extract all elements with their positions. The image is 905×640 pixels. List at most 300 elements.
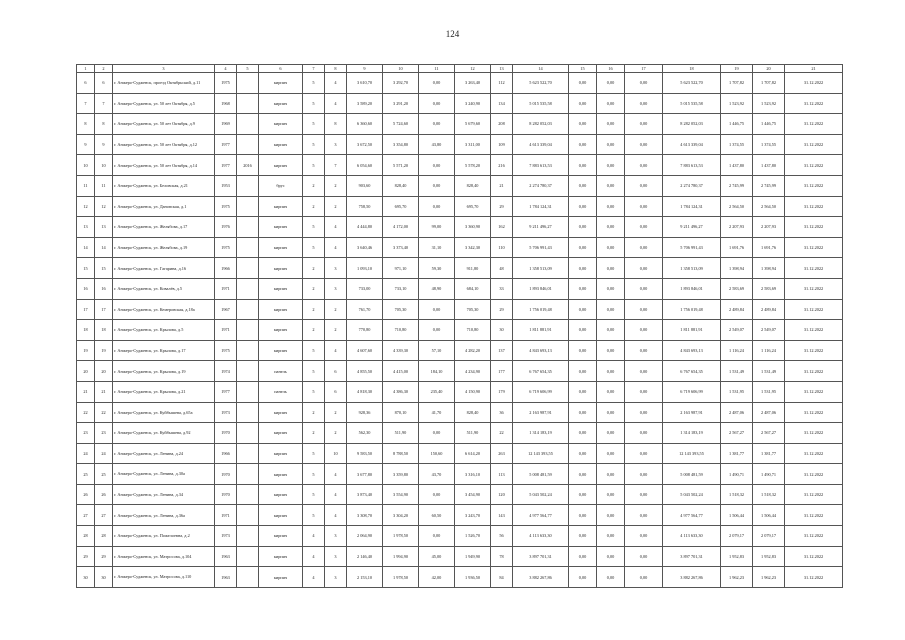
table-cell: 0,00 [597,443,625,464]
table-cell: 6 [325,361,347,382]
table-cell: 60,50 [419,505,455,526]
table-cell: 4 234,90 [455,361,491,382]
table-cell: 3 360,90 [455,217,491,238]
table-cell: 26 [77,484,95,505]
table-cell: 1 398,94 [721,258,753,279]
table-cell: кирпич [259,258,303,279]
table-cell: 903,60 [347,175,383,196]
table-cell: 0,00 [419,93,455,114]
table-cell: 1963 [215,546,237,567]
table-cell: 3 316,10 [455,464,491,485]
table-cell: 15 [77,258,95,279]
table-cell [237,93,259,114]
table-cell: 0,00 [597,155,625,176]
table-cell: 2 549,07 [721,320,753,341]
header-cell: 7 [303,65,325,73]
table-cell: 2 [325,196,347,217]
header-cell: 12 [455,65,491,73]
table-cell: 0,00 [569,93,597,114]
table-cell: 4 339,30 [383,340,419,361]
table-cell: 0,00 [625,443,663,464]
table-cell: 23 [95,423,113,444]
table-cell: 177 [491,361,513,382]
table-cell: 6 719 606,99 [663,381,721,402]
table-row [77,340,843,361]
table-cell: 4 172,00 [383,217,419,238]
table-cell: 13 [77,217,95,238]
table-cell: 33 [491,278,513,299]
table-row [77,505,843,526]
table-cell: 6 767 654,35 [513,361,569,382]
table-cell: 0,00 [597,361,625,382]
header-cell: 14 [513,65,569,73]
table-row [77,237,843,258]
table-cell: 8 282 052,03 [513,114,569,135]
table-cell: 0,00 [419,423,455,444]
table-cell: 31.12.2022 [785,155,843,176]
table-cell [237,443,259,464]
table-cell [237,567,259,588]
table-cell: 1 093,10 [347,258,383,279]
table-cell: 1970 [215,464,237,485]
table-cell: 1 314 183,19 [663,423,721,444]
address-cell: г. Анжеро-Судженск, ул. Крылова, д.17 [113,340,215,361]
table-cell: 113 [491,464,513,485]
table-cell [237,237,259,258]
table-cell: 48,90 [419,278,455,299]
table-cell: 3 [325,278,347,299]
table-cell: 0,00 [597,134,625,155]
table-cell: 2 583,69 [721,278,753,299]
table-cell: 12 143 393,55 [663,443,721,464]
table-cell: 31.12.2022 [785,320,843,341]
table-cell: 3 554,90 [383,484,419,505]
table-cell: 30 [77,567,95,588]
table-cell: кирпич [259,505,303,526]
table-cell: 2 [303,402,325,423]
address-cell: г. Анжеро-Судженск, ул. Пожелоевна, д.2 [113,526,215,547]
table-cell: 42,00 [419,567,455,588]
table-cell: 143 [491,505,513,526]
table-cell: кирпич [259,340,303,361]
table-cell: кирпич [259,464,303,485]
table-header-row [77,65,843,73]
table-cell: 1 691,76 [721,237,753,258]
table-cell: 5 724,60 [383,114,419,135]
address-cell: г. Анжеро-Судженск, ул. Желябова, д.19 [113,237,215,258]
table-cell [237,505,259,526]
table-cell: 0,00 [625,320,663,341]
table-cell: 2 [303,196,325,217]
table-cell: 705,30 [383,299,419,320]
table-cell: 4 843 693,13 [513,340,569,361]
table-cell: 0,00 [569,320,597,341]
table-cell: 3 373,40 [383,237,419,258]
header-cell: 17 [625,65,663,73]
table-cell: 1 994,90 [383,546,419,567]
table-cell: 14 [95,237,113,258]
table-cell: 5 043 502,24 [663,484,721,505]
table-cell: 2 745,99 [753,175,785,196]
table-cell: 6 [77,73,95,94]
table-cell: 1971 [215,505,237,526]
table-cell: 29 [77,546,95,567]
table-cell: 31.12.2022 [785,114,843,135]
table-cell: 710,80 [383,320,419,341]
table-cell: 3 [325,567,347,588]
table-cell: 2 274 780,37 [513,175,569,196]
table-cell: 1 381,77 [721,443,753,464]
table-cell: 5 [303,464,325,485]
table-row [77,217,843,238]
table-cell [237,114,259,135]
table-cell: 2016 [237,155,259,176]
table-cell: 31.12.2022 [785,505,843,526]
table-cell: кирпич [259,237,303,258]
housing-table-container [76,64,842,588]
table-cell: 184,10 [419,361,455,382]
table-cell: 4 977 564,77 [663,505,721,526]
table-cell: 1 756 019,48 [513,299,569,320]
table-cell: 4 818,30 [347,381,383,402]
table-cell [237,526,259,547]
address-cell: г. Анжеро-Судженск, ул. Ковалёв, д.5 [113,278,215,299]
table-cell: 22 [95,402,113,423]
table-row [77,320,843,341]
table-cell: 0,00 [419,114,455,135]
table-cell: 1 374,55 [753,134,785,155]
table-cell: 7 [325,155,347,176]
table-cell: кирпич [259,196,303,217]
table-row [77,402,843,423]
address-cell: г. Анжеро-Судженск, ул. Куйбышева, д.65а [113,402,215,423]
table-cell: брус [259,175,303,196]
table-cell: 4 [325,505,347,526]
table-cell: 2 549,07 [753,320,785,341]
table-cell: 911,80 [455,258,491,279]
table-cell: кирпич [259,278,303,299]
table-cell: 4 [325,217,347,238]
table-cell: 0,00 [625,155,663,176]
table-cell: 12 [77,196,95,217]
table-cell: 0,00 [569,237,597,258]
table-cell: 0,00 [625,423,663,444]
table-cell: 0,00 [597,196,625,217]
table-cell: 3 589,20 [347,93,383,114]
table-cell: 1967 [215,299,237,320]
table-cell: 1 962,23 [721,567,753,588]
table-cell: 1 949,90 [455,546,491,567]
table-cell: 1 952,83 [753,546,785,567]
address-cell: г. Анжеро-Судженск, ул. Ленина, д.24 [113,443,215,464]
table-cell: 2 [325,299,347,320]
table-cell: 0,00 [419,175,455,196]
table-cell: 11 [95,175,113,196]
table-cell: 0,00 [569,567,597,588]
table-cell: 2 079,17 [753,526,785,547]
table-cell: 4 613 339,04 [663,134,721,155]
table-cell: 5 706 991,43 [513,237,569,258]
table-cell: 1975 [215,340,237,361]
table-cell: 3 304,20 [383,505,419,526]
table-cell: 0,00 [419,526,455,547]
table-cell: 31.12.2022 [785,73,843,94]
table-cell: кирпич [259,73,303,94]
table-cell: 4 977 564,77 [513,505,569,526]
table-row [77,299,843,320]
table-cell: 31.12.2022 [785,443,843,464]
address-cell: г. Анжеро-Судженск, ул. Ленина, д.34 [113,484,215,505]
table-cell [237,258,259,279]
table-cell: 1 446,75 [721,114,753,135]
table-row [77,258,843,279]
table-cell: 4 855,50 [347,361,383,382]
table-cell: 0,00 [625,217,663,238]
table-cell: кирпич [259,402,303,423]
table-cell: 0,00 [597,320,625,341]
table-cell: 22 [77,402,95,423]
table-cell: 0,00 [569,299,597,320]
table-cell: 235,40 [419,381,455,402]
table-cell: 24 [95,443,113,464]
table-cell: 1 490,71 [753,464,785,485]
table-cell: 0,00 [625,134,663,155]
table-cell: панель [259,381,303,402]
table-cell: 9 [95,134,113,155]
table-cell: 1 531,95 [753,381,785,402]
table-cell: 1971 [215,278,237,299]
header-cell: 20 [753,65,785,73]
table-cell: 0,00 [625,237,663,258]
table-cell: 1973 [215,402,237,423]
table-cell: 0,00 [597,278,625,299]
table-cell: 150,60 [419,443,455,464]
table-cell: 1 756 019,48 [663,299,721,320]
table-cell: 0,00 [625,258,663,279]
table-row [77,196,843,217]
table-cell: 3 240,90 [455,93,491,114]
table-cell: 12 143 393,55 [513,443,569,464]
table-cell: 1975 [215,73,237,94]
table-cell: 0,00 [597,381,625,402]
table-cell: 562,30 [347,423,383,444]
address-cell: г. Анжеро-Судженск, ул. Крылова, д.5 [113,320,215,341]
table-cell: 2 567,27 [753,423,785,444]
page-number: 124 [445,29,460,39]
table-cell: 20 [95,361,113,382]
table-row [77,381,843,402]
table-cell: 18 [77,320,95,341]
table-cell: 3 243,70 [455,505,491,526]
table-cell: 9 583,50 [347,443,383,464]
table-cell: 31.12.2022 [785,340,843,361]
table-cell: 0,00 [625,299,663,320]
table-cell: 0,00 [569,114,597,135]
table-cell: 84 [491,567,513,588]
table-cell: 179 [491,381,513,402]
table-cell: 29 [491,196,513,217]
table-cell: 3 454,90 [455,484,491,505]
table-cell: 19 [95,340,113,361]
table-cell: 0,00 [625,340,663,361]
table-cell: 3 [325,134,347,155]
table-cell: 2 [303,320,325,341]
table-cell: 828,40 [455,402,491,423]
table-cell: 0,00 [597,258,625,279]
table-cell: 26 [95,484,113,505]
table-cell: 31.12.2022 [785,134,843,155]
table-cell: 31.12.2022 [785,484,843,505]
header-cell: 1 [77,65,95,73]
table-cell: 1969 [215,114,237,135]
table-cell: 2 567,27 [721,423,753,444]
table-cell: 0,00 [569,217,597,238]
header-cell: 5 [237,65,259,73]
table-cell: 0,00 [597,526,625,547]
table-cell: 2 [303,278,325,299]
table-cell: 511,90 [455,423,491,444]
table-cell: 1 784 124,31 [513,196,569,217]
table-cell [237,464,259,485]
table-cell: 5 [303,134,325,155]
table-cell: 4 [325,340,347,361]
table-row [77,361,843,382]
table-cell: 12 [95,196,113,217]
table-cell: 0,00 [419,299,455,320]
address-cell: г. Анжеро-Судженск, ул. Желябова, д.17 [113,217,215,238]
table-cell: 2 [325,423,347,444]
table-cell: 30 [95,567,113,588]
table-cell: 0,00 [597,505,625,526]
table-cell: 3 672,50 [347,134,383,155]
table-cell: 5 015 535,58 [513,93,569,114]
table-cell: 2 207,93 [721,217,753,238]
table-cell: кирпич [259,484,303,505]
table-cell: 1 936,50 [455,567,491,588]
table-cell: 0,00 [569,546,597,567]
table-cell: 14 [77,237,95,258]
table-cell: 216 [491,155,513,176]
table-cell: 0,00 [597,546,625,567]
table-cell: 9 211 496,27 [513,217,569,238]
table-cell: 1 811 881,91 [663,320,721,341]
table-cell: 0,00 [597,299,625,320]
table-cell: 733,00 [347,278,383,299]
table-cell: 1 116,24 [721,340,753,361]
table-cell: 5 015 535,58 [663,93,721,114]
table-cell: 0,00 [597,93,625,114]
table-cell [237,73,259,94]
table-cell: 2 207,93 [753,217,785,238]
table-cell: 1966 [215,258,237,279]
header-cell: 19 [721,65,753,73]
table-cell: 17 [95,299,113,320]
table-row [77,484,843,505]
table-cell: 1 784 124,31 [663,196,721,217]
table-cell: 3 882 267,86 [513,567,569,588]
address-cell: г. Анжеро-Судженск, ул. Матросова, д.104 [113,546,215,567]
table-cell: 0,00 [569,443,597,464]
table-cell: 25 [77,464,95,485]
table-cell: 48 [491,258,513,279]
table-cell: 29 [491,299,513,320]
table-cell: 0,00 [419,155,455,176]
table-cell: 1970 [215,484,237,505]
table-cell: 1977 [215,381,237,402]
table-cell: 9 211 496,27 [663,217,721,238]
table-cell: 0,00 [625,464,663,485]
table-cell: 684,10 [455,278,491,299]
table-cell: 1 523,92 [721,93,753,114]
table-cell: 1 506,44 [721,505,753,526]
address-cell: г. Анжеро-Судженск, ул. 50 лет Октября, д.12 [113,134,215,155]
table-cell: 3 359,80 [383,464,419,485]
table-cell: 0,00 [569,340,597,361]
table-cell: 1966 [215,443,237,464]
table-cell: 57,10 [419,340,455,361]
header-cell: 9 [347,65,383,73]
table-cell: 27 [95,505,113,526]
table-cell: 710,80 [455,320,491,341]
table-cell: 1963 [215,567,237,588]
table-cell [237,196,259,217]
table-cell: 5 679,60 [455,114,491,135]
table-cell: 971,10 [383,258,419,279]
table-row [77,278,843,299]
table-cell: кирпич [259,93,303,114]
table-cell: 4 [303,567,325,588]
table-cell: 1 358 513,09 [663,258,721,279]
table-cell: 2 [325,402,347,423]
address-cell: г. Анжеро-Судженск, ул. 50 лет Октября, д.14 [113,155,215,176]
table-cell: 0,00 [569,134,597,155]
table-cell: 1 437,80 [753,155,785,176]
table-cell: 3 897 701,31 [663,546,721,567]
header-cell: 13 [491,65,513,73]
address-cell: г. Анжеро-Судженск, ул. Крылова, д.21 [113,381,215,402]
table-cell: кирпич [259,114,303,135]
table-cell: 0,00 [569,278,597,299]
table-cell: кирпич [259,526,303,547]
table-cell: кирпич [259,217,303,238]
table-cell: 828,40 [455,175,491,196]
table-cell: 0,00 [625,196,663,217]
table-cell: 31.12.2022 [785,278,843,299]
table-cell: 5 623 522,70 [513,73,569,94]
table-cell: 4 150,90 [455,381,491,402]
table-cell: 5 008 481,59 [663,464,721,485]
table-cell: 1 531,49 [721,361,753,382]
table-cell: 1 398,94 [753,258,785,279]
table-cell: 10 [95,155,113,176]
address-cell: г. Анжеро-Судженск, ул. Кемеровская, д.18а [113,299,215,320]
table-cell: 31.12.2022 [785,175,843,196]
header-cell: 4 [215,65,237,73]
table-cell: 8 282 052,03 [663,114,721,135]
table-cell: 8 [95,114,113,135]
table-row [77,546,843,567]
table-cell: 7 [95,93,113,114]
table-cell: 4 113 633,30 [663,526,721,547]
table-cell: 43,80 [419,134,455,155]
table-cell [237,299,259,320]
table-cell: 2 163 987,91 [663,402,721,423]
table-cell: 21 [491,175,513,196]
header-cell: 8 [325,65,347,73]
address-cell: г. Анжеро-Судженск, ул. Ленина, д.36а [113,505,215,526]
table-cell: 5 [303,484,325,505]
table-cell: 31.12.2022 [785,464,843,485]
